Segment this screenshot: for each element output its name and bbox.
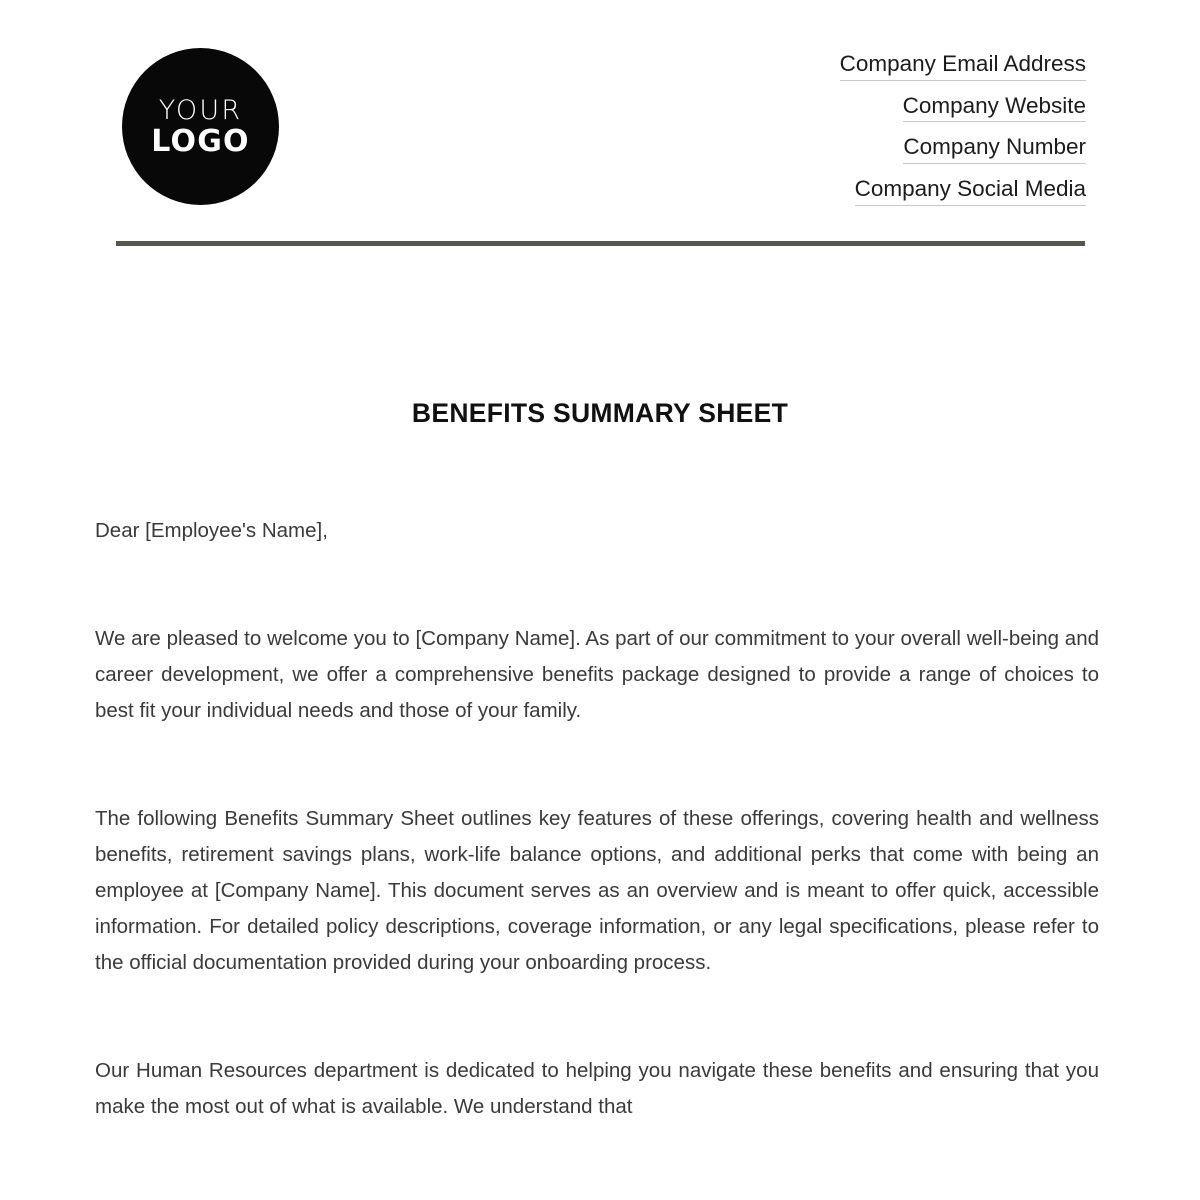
- document-body: [95, 513, 1099, 1125]
- body-paragraph-3: Our Human Resources department is dedicated to helping you navigate these benefits and ensuring that you make the most out of what is available. We understand that: [95, 1059, 1099, 1118]
- contact-number: Company Number: [903, 135, 1086, 164]
- logo-text-logo: LOGO: [151, 123, 250, 159]
- company-logo: [122, 48, 279, 205]
- header-divider-rule: [116, 241, 1085, 246]
- company-contact-block: [840, 52, 1086, 206]
- logo-text-your: YOUR: [158, 94, 243, 126]
- body-paragraph-1: We are pleased to welcome you to [Company Name]. As part of our commitment to your overall well-being and career development, we offer a comprehensive benefits package designed to provide a range of choices to best fit your individual needs and those of your family.: [95, 627, 1099, 722]
- salutation-line: Dear [Employee's Name],: [95, 519, 328, 542]
- contact-email-address: Company Email Address: [840, 52, 1086, 81]
- page-title: BENEFITS SUMMARY SHEET: [411, 398, 789, 428]
- contact-website: Company Website: [903, 94, 1086, 123]
- body-paragraph-2: The following Benefits Summary Sheet outlines key features of these offerings, covering health and wellness benefits, retirement savings plans, work-life balance options, and additional perks that come with being an employee at [Company Name]. This document serves as an overview and is meant to offer quick, accessible information. For detailed policy descriptions, coverage information, or any legal specifications, please refer to the official documentation provided during your onboarding process.: [95, 807, 1099, 974]
- contact-social-media: Company Social Media: [855, 177, 1086, 206]
- document-header: [0, 0, 1200, 250]
